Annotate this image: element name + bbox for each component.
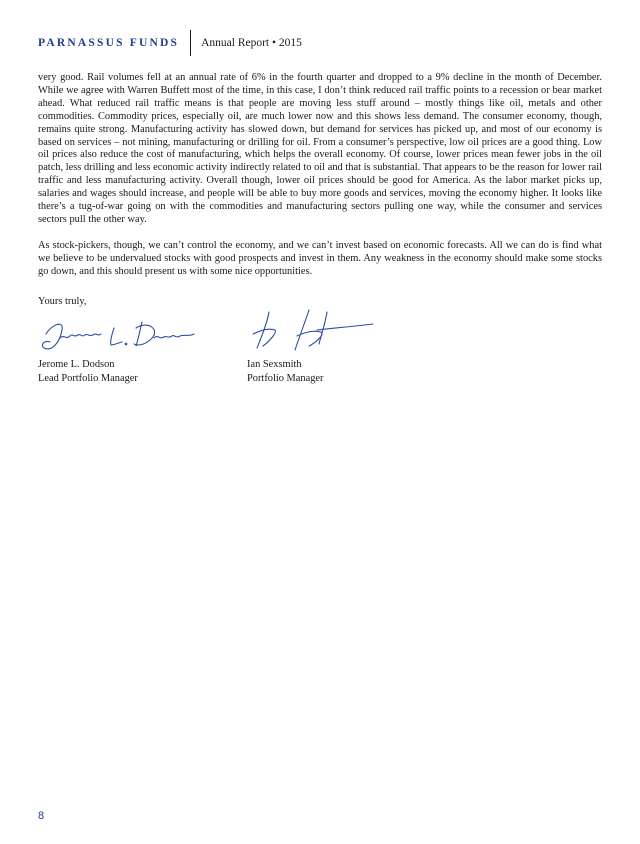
signer-block (247, 358, 323, 386)
page-header (38, 30, 302, 56)
letter-body (38, 72, 602, 292)
report-title: Annual Report • 2015 (201, 37, 302, 49)
closing-salutation: Yours truly, (38, 296, 87, 307)
signer-title: Portfolio Manager (247, 373, 324, 384)
signer-title: Lead Portfolio Manager (38, 373, 138, 384)
signer-name: Ian Sexsmith (247, 359, 302, 370)
page-number: 8 (38, 810, 45, 822)
signer-block (38, 358, 138, 386)
body-paragraph: very good. Rail volumes fell at an annual rate of 6% in the fourth quarter and dropped to a 9% decline in the month of December. While we agree with Warren Buffett most of the time, in this case, I don’t think reduced rail traffic points to a recession or bear market ahead. What reduced rail traffic means is that people are moving less stuff around – mostly things like oil, metals and other commodities. Commodity prices, especially oil, are much lower now and this shows less demand. The consumer economy, though, remains quite strong. Manufacturing activity has slowed down, but demand for services has picked up, and most of our economy is based on services – not mining, manufacturing or drilling for oil. From a consumer’s perspective, low oil prices are a good thing. Low oil prices also reduce the cost of manufacturing, which helps the overall economy. Of course, lower prices mean fewer jobs in the oil patch, less drilling and less economic activity indirectly related to oil and that is substantial. That appears to be the reason for lower rail traffic and less manufacturing activity. Overall though, lower oil prices should be good for America. As the labor market picks up, salaries and wages should increase, and people will be able to buy more goods and services, moving the economy higher. It looks like there’s a tug-of-war going on with the commodities and manufacturing sectors pulling one way, while the consumer and services sectors pull the other way. (38, 72, 602, 225)
signature-ian-sexsmith (247, 306, 377, 356)
signature-jerome-dodson (38, 312, 198, 360)
brand-name: PARNASSUS FUNDS (38, 37, 180, 49)
header-divider (190, 30, 191, 56)
body-paragraph: As stock-pickers, though, we can’t control the economy, and we can’t invest based on economic forecasts. All we can do is find what we believe to be undervalued stocks with good prospects and invest in them. Any weakness in the economy should make some stocks go down, and this should present us with some nice opportunities. (38, 239, 602, 277)
signer-name: Jerome L. Dodson (38, 359, 115, 370)
